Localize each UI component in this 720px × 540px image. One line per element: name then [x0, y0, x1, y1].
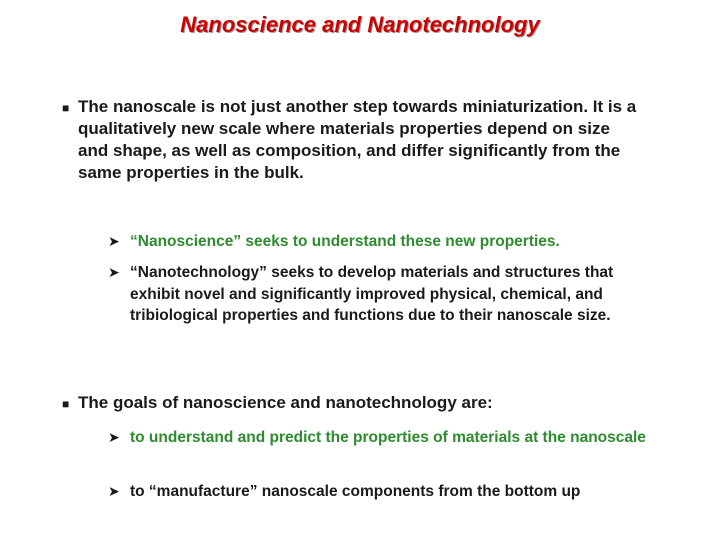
sub-bullet-1-1-text: “Nanoscience” seeks to understand these new properties.	[130, 233, 560, 250]
sub-bullet-1-1	[108, 231, 650, 253]
arrow-bullet-icon: ➤	[108, 264, 120, 280]
sub-bullet-1-2	[108, 262, 650, 327]
bullet-2	[62, 392, 638, 414]
bullet-2-text: The goals of nanoscience and nanotechnology are:	[78, 393, 493, 412]
square-bullet-icon: ■	[62, 101, 70, 115]
bullet-1	[62, 96, 638, 184]
sub-bullet-2-2	[108, 481, 650, 503]
sub-bullet-2-2-text: to “manufacture” nanoscale components from the bottom up	[130, 483, 581, 500]
arrow-bullet-icon: ➤	[108, 483, 120, 499]
sub-bullet-2-1-text: to understand and predict the properties of materials at the nanoscale	[130, 429, 646, 446]
bullet-1-text: The nanoscale is not just another step towards miniaturization. It is a qualitatively new scale where materials properties depend on size and shape, as well as composition, and differ significantly from the same properties in the bulk.	[78, 97, 637, 182]
arrow-bullet-icon: ➤	[108, 233, 120, 249]
square-bullet-icon: ■	[62, 397, 70, 411]
slide-title: Nanoscience and Nanotechnology	[180, 12, 540, 37]
sub-bullet-2-1	[108, 427, 650, 449]
arrow-bullet-icon: ➤	[108, 429, 120, 445]
sub-bullet-1-2-text: “Nanotechnology” seeks to develop materials and structures that exhibit novel and significantly improved physical, chemical, and tribiological properties and functions due to their nanoscale size.	[130, 264, 614, 324]
